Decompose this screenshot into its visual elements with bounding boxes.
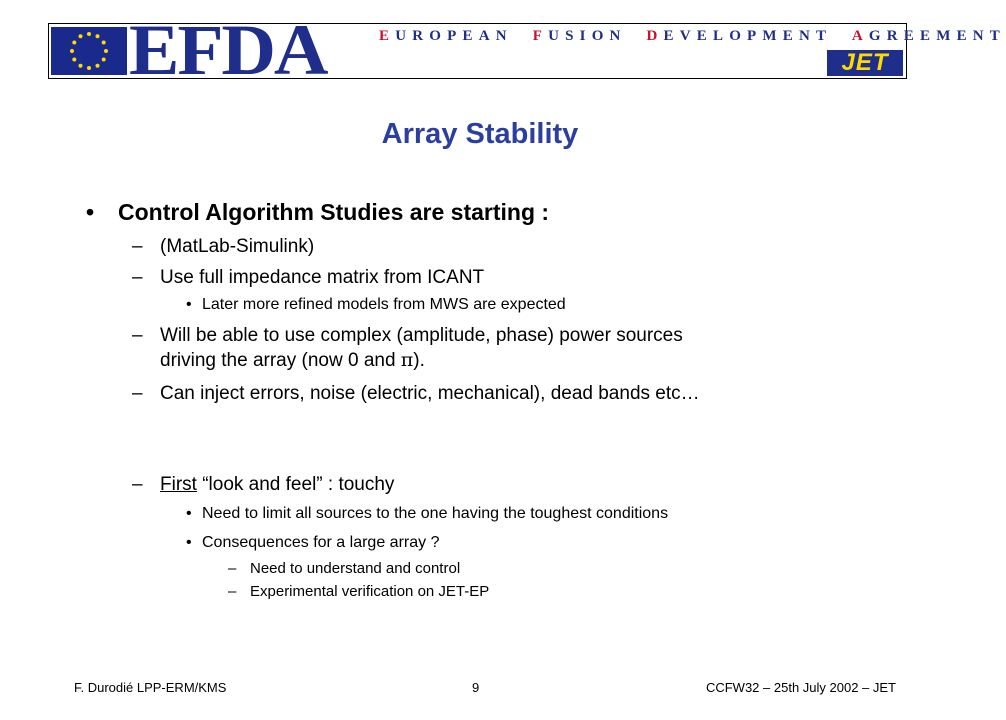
agency-word-cap: D — [646, 28, 664, 44]
header-banner — [48, 10, 1006, 90]
eu-star-icon — [70, 49, 74, 53]
dash-marker: – — [132, 474, 143, 495]
agency-word-rest: UROPEAN — [395, 28, 513, 44]
eu-star-icon — [96, 34, 100, 38]
jet-logo: JET — [827, 50, 903, 76]
bullet-marker: • — [186, 505, 192, 522]
agency-word-cap: F — [532, 28, 549, 44]
agency-word-rest: EVELOPMENT — [663, 28, 832, 44]
item-errors: Can inject errors, noise (electric, mechanical), dead bands etc… — [160, 383, 700, 404]
dash-marker: – — [132, 267, 143, 288]
eu-star-icon — [87, 66, 91, 70]
slide-title: Array Stability — [381, 118, 579, 150]
dash-marker: – — [132, 383, 143, 404]
item-limit: Need to limit all sources to the one having the toughest conditions — [202, 505, 669, 522]
agency-word-rest: GREEMENT — [868, 28, 1006, 44]
eu-star-icon — [72, 41, 76, 45]
item-complex-line2 — [160, 349, 425, 372]
dash-marker: – — [132, 236, 143, 257]
bullet-marker: • — [86, 199, 95, 225]
agency-word-rest: USION — [548, 28, 627, 44]
item-first-look — [160, 474, 394, 496]
eu-star-icon — [72, 58, 76, 62]
eu-star-icon — [79, 64, 83, 68]
pi-symbol: π — [400, 349, 414, 371]
complex-text: driving the array (now 0 and — [160, 350, 401, 371]
agency-name — [379, 28, 1006, 45]
first-rest: “look and feel” : touchy — [196, 474, 395, 495]
bullet-main: Control Algorithm Studies are starting : — [118, 199, 550, 225]
eu-flag-icon — [51, 27, 127, 75]
dash-marker: – — [132, 325, 143, 346]
complex-text-end: ). — [413, 350, 425, 371]
item-understand: Need to understand and control — [250, 560, 461, 577]
bullet-marker: • — [186, 534, 192, 551]
item-impedance: Use full impedance matrix from ICANT — [160, 267, 485, 288]
agency-word-cap: A — [851, 28, 869, 44]
dash-marker: – — [228, 560, 237, 577]
first-word: First — [160, 474, 197, 495]
footer-event: CCFW32 – 25th July 2002 – JET — [705, 680, 896, 695]
footer-page-number: 9 — [472, 680, 480, 695]
eu-stars-icon — [51, 27, 127, 75]
eu-star-icon — [102, 58, 106, 62]
item-matlab: (MatLab-Simulink) — [160, 236, 315, 257]
agency-word-cap: E — [379, 28, 396, 44]
item-consequences: Consequences for a large array ? — [202, 534, 440, 551]
eu-star-icon — [96, 64, 100, 68]
item-mws: Later more refined models from MWS are expected — [202, 296, 566, 313]
eu-star-icon — [102, 41, 106, 45]
dash-marker: – — [228, 583, 237, 600]
footer-author: F. Durodié LPP-ERM/KMS — [74, 680, 227, 695]
eu-star-icon — [104, 49, 108, 53]
item-complex-line1: Will be able to use complex (amplitude, phase) power sources — [160, 325, 683, 346]
item-experimental: Experimental verification on JET-EP — [250, 583, 490, 600]
eu-star-icon — [87, 32, 91, 36]
bullet-marker: • — [186, 296, 192, 313]
eu-star-icon — [79, 34, 83, 38]
efda-logo: EFDA — [129, 10, 327, 90]
